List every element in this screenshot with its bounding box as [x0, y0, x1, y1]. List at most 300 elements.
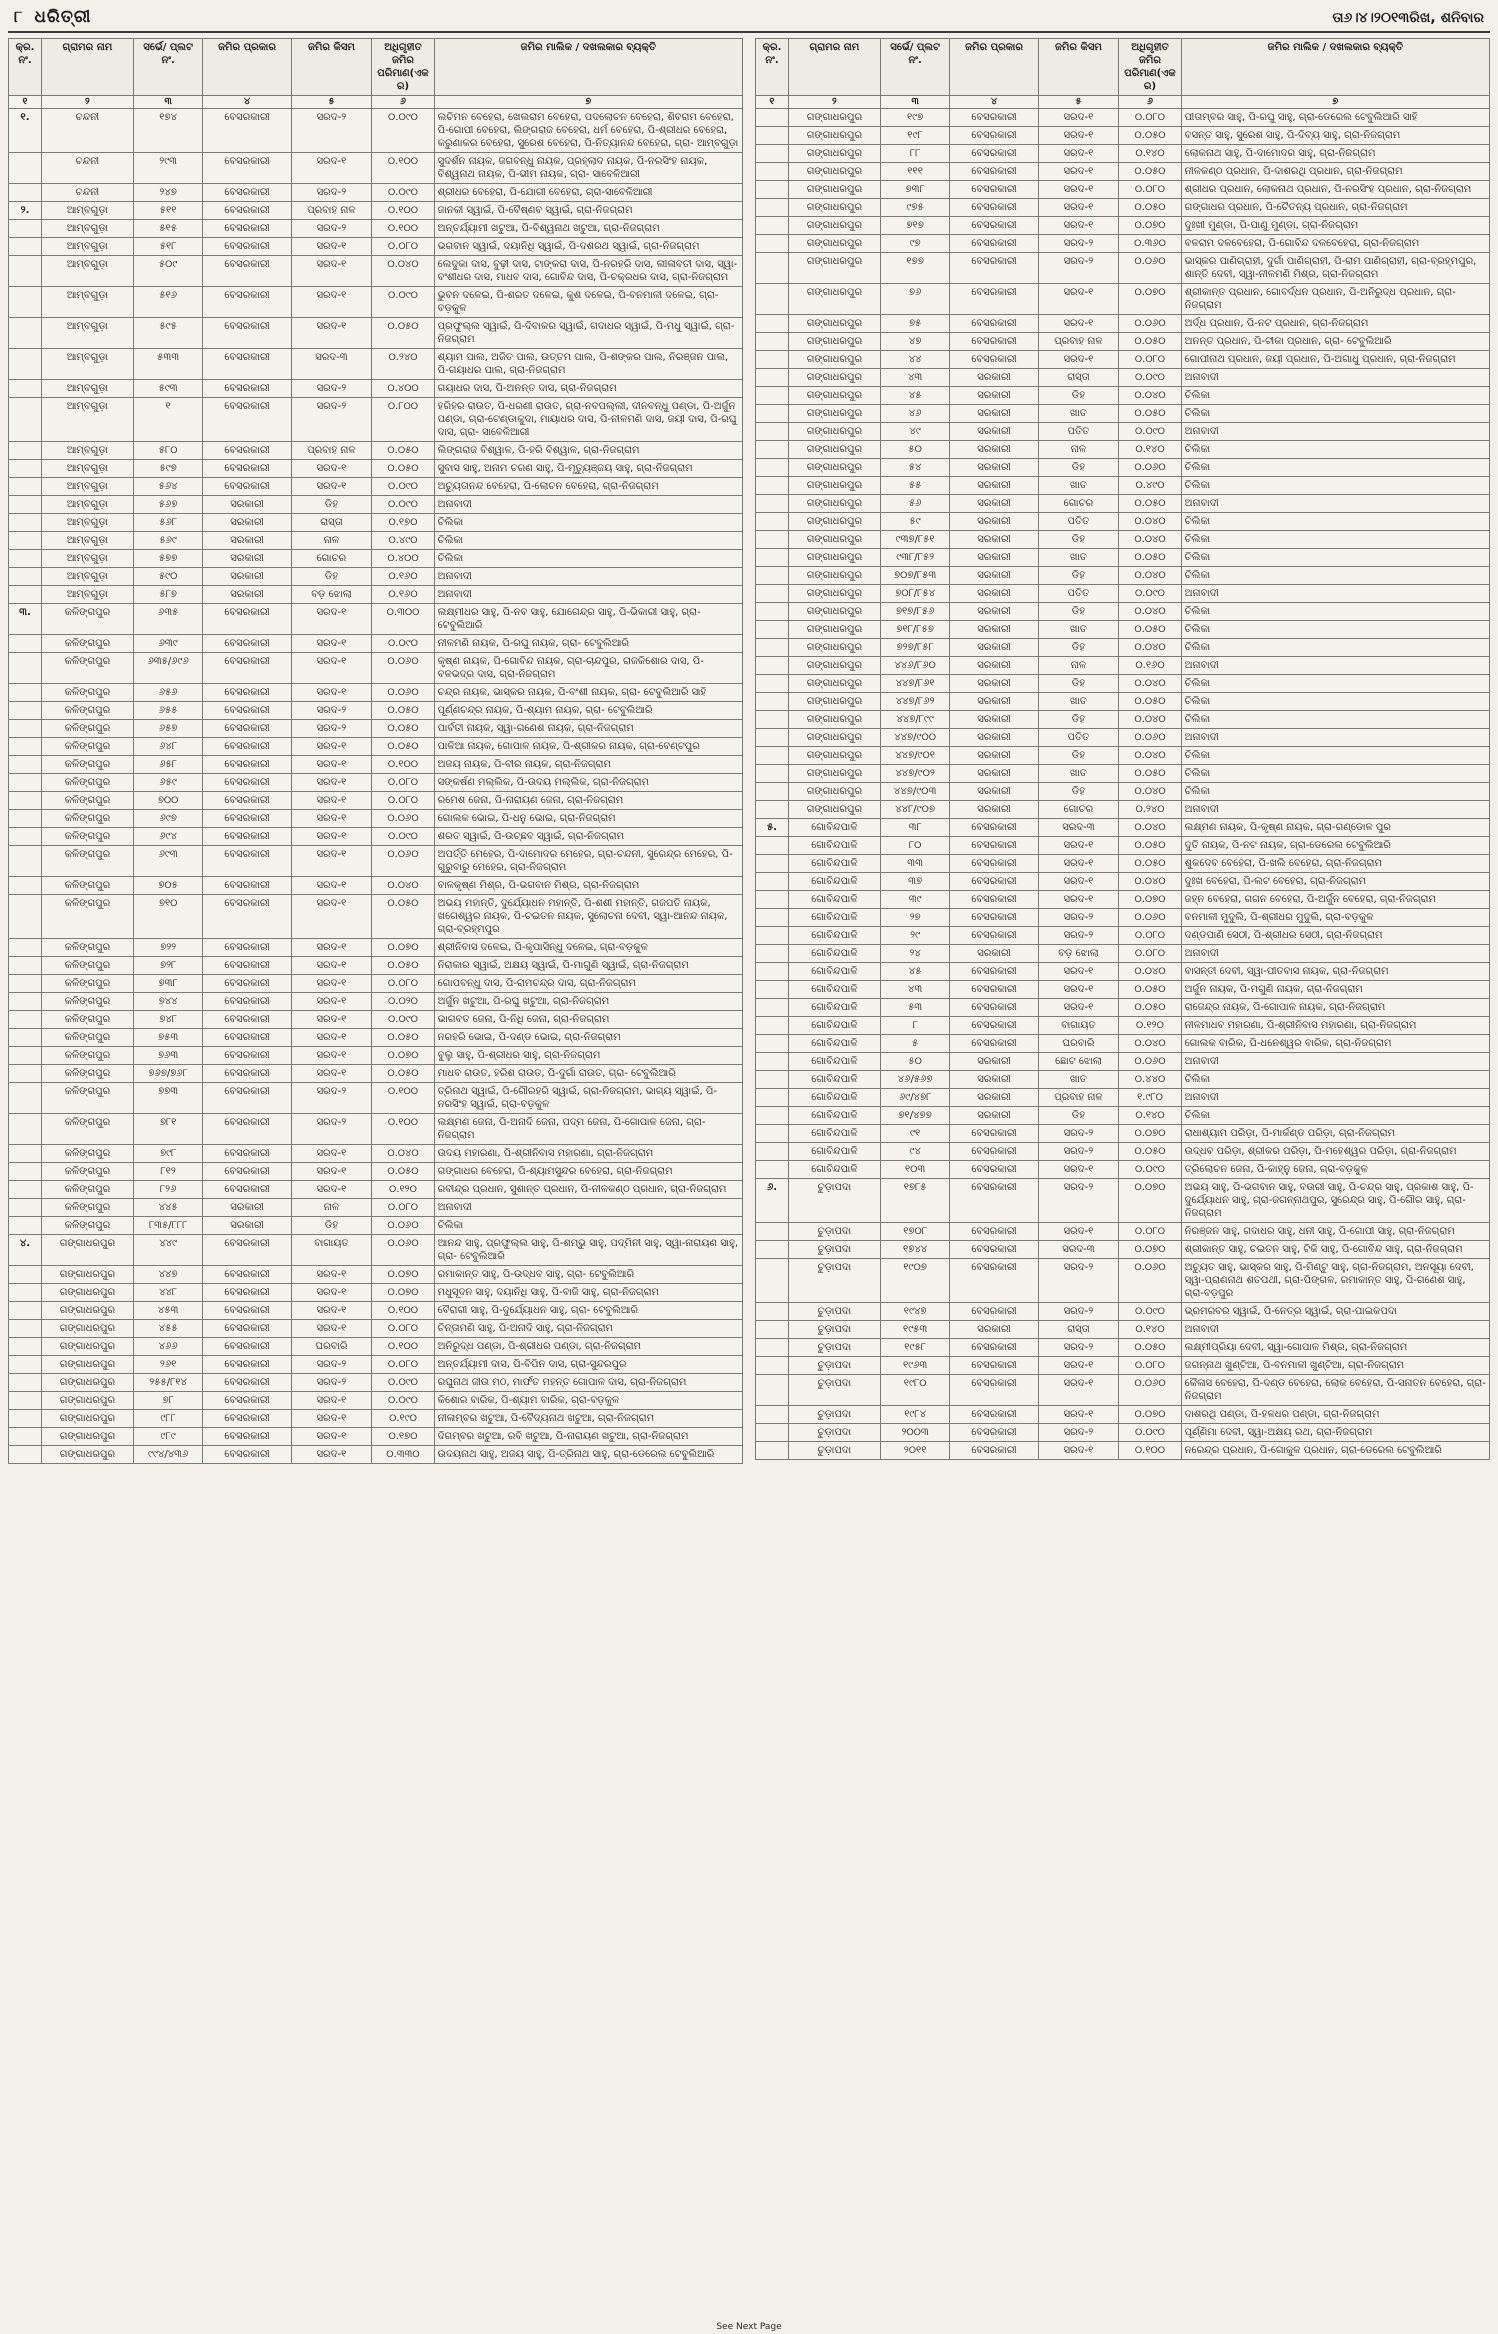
- land-area-cell: ୦.୦୫୦: [372, 318, 434, 349]
- land-class-cell: ବଡ଼ ଝୋଲା: [291, 586, 372, 604]
- land-class-cell: ସରଦ-୨: [291, 1114, 372, 1145]
- sl-no-cell: [756, 549, 789, 567]
- sl-no-cell: [9, 1374, 42, 1392]
- land-class-cell: ପ୍ରବାହ ନାଳ: [1038, 333, 1119, 351]
- table-row: [9, 532, 743, 550]
- column-number: ୨: [789, 96, 881, 109]
- land-owner-cell: ଭାଗବତ ଜେନା, ପି-ନିଧି ଜେନା, ଗ୍ରା-ନିଜଗ୍ରାମ: [434, 1011, 742, 1029]
- survey-plot-no-cell: ୭୧୦: [133, 895, 203, 939]
- sl-no-cell: [756, 567, 789, 585]
- table-row: [9, 318, 743, 349]
- sl-no-cell: [756, 1017, 789, 1035]
- land-area-cell: ୦.୦୫୦: [372, 738, 434, 756]
- village-name-cell: ଗଙ୍ଗାଧରପୁର: [789, 585, 881, 603]
- sl-no-cell: [9, 828, 42, 846]
- table-row: [9, 109, 743, 153]
- column-number-row: [756, 96, 1490, 109]
- table-row: [756, 1339, 1490, 1357]
- land-type-cell: ବେସରକାରୀ: [203, 1114, 291, 1145]
- land-owner-cell: ଲିଙ୍ଗରାଜ ବିଶ୍ୱାଳ, ପି-ହରି ବିଶ୍ୱାଳ, ଗ୍ରା-ନିଜଗ୍ରାମ: [434, 442, 742, 460]
- survey-plot-no-cell: ୭୯୮: [133, 1145, 203, 1163]
- table-row: [756, 981, 1490, 999]
- survey-plot-no-cell: ୫୭୭: [133, 550, 203, 568]
- land-type-cell: ସରକାରୀ: [203, 532, 291, 550]
- survey-plot-no-cell: ୧୭୪: [133, 109, 203, 153]
- village-name-cell: ଆମ୍ବଗୁଡ଼ା: [42, 349, 134, 380]
- land-type-cell: ବେସରକାରୀ: [950, 163, 1038, 181]
- land-owner-cell: ବୈରାଗୀ ସାହୁ, ପି-ଦୁର୍ଯ୍ୟୋଧନ ସାହୁ, ଗ୍ରା- ଟେବୁଲିଆରି: [434, 1302, 742, 1320]
- land-class-cell: ସରଦ-୧: [1038, 199, 1119, 217]
- survey-plot-no-cell: ୫୯: [880, 513, 950, 531]
- land-area-cell: ୦.୪୯୦: [372, 532, 434, 550]
- land-area-cell: ୦.୦୫୦: [1119, 405, 1181, 423]
- survey-plot-no-cell: ୧୦୩: [880, 1161, 950, 1179]
- survey-plot-no-cell: ୪୪୭/୮୬୨: [880, 693, 950, 711]
- land-owner-cell: ଚିଲିକା: [434, 550, 742, 568]
- land-owner-cell: ଚିଲିକା: [1181, 405, 1489, 423]
- land-area-cell: ୦.୦୮୦: [372, 1199, 434, 1217]
- survey-plot-no-cell: ୨୭: [880, 909, 950, 927]
- table-row: [9, 202, 743, 220]
- land-class-cell: ସରଦ-୧: [1038, 855, 1119, 873]
- village-name-cell: ଚୁଡ଼ାପଦା: [789, 1339, 881, 1357]
- land-owner-cell: ବଳରାମ ଦଳବେହେରା, ପି-ଗୋବିନ୍ଦ ଦଳବେହେରା, ଗ୍ରା-ନିଜଗ୍ରାମ: [1181, 235, 1489, 253]
- column-number-row: [9, 96, 743, 109]
- land-owner-cell: ଚିଲିକା: [1181, 675, 1489, 693]
- land-type-cell: ବେସରକାରୀ: [203, 653, 291, 684]
- sl-no-cell: [756, 801, 789, 819]
- village-name-cell: ଗୋବିନ୍ଦପାଳି: [789, 819, 881, 837]
- land-area-cell: ୦.୧୭୦: [372, 514, 434, 532]
- village-name-cell: ଆମ୍ବଗୁଡ଼ା: [42, 586, 134, 604]
- land-class-cell: ସରଦ-୧: [1038, 891, 1119, 909]
- land-type-cell: ସରକାରୀ: [950, 711, 1038, 729]
- sl-no-cell: [9, 939, 42, 957]
- sl-no-cell: [9, 895, 42, 939]
- land-type-cell: ବେସରକାରୀ: [950, 181, 1038, 199]
- sl-no-cell: [756, 711, 789, 729]
- table-row: [9, 460, 743, 478]
- land-owner-cell: ନୀଳମାଧବ ମହାରଣା, ପି-ଶ୍ରୀନିବାସ ମହାରଣା, ଗ୍ରା-ନିଜଗ୍ରାମ: [1181, 1017, 1489, 1035]
- survey-plot-no-cell: ୪୪୭: [133, 1266, 203, 1284]
- land-class-cell: ସରଦ-୧: [291, 1163, 372, 1181]
- survey-plot-no-cell: ୪୪୯: [133, 1235, 203, 1266]
- land-class-cell: ଗୋଚର: [1038, 801, 1119, 819]
- table-row: [9, 792, 743, 810]
- land-class-cell: ସରଦ-୧: [291, 1065, 372, 1083]
- survey-plot-no-cell: ୪୩: [880, 981, 950, 999]
- land-class-cell: ସରଦ-୧: [291, 738, 372, 756]
- village-name-cell: କଳିଙ୍ଗପୁର: [42, 720, 134, 738]
- table-row: [756, 747, 1490, 765]
- sl-no-cell: [9, 220, 42, 238]
- survey-plot-no-cell: ୪୪: [880, 351, 950, 369]
- land-class-cell: ସରଦ-୧: [291, 318, 372, 349]
- sl-no-cell: [756, 163, 789, 181]
- survey-plot-no-cell: ୬୯୭: [133, 810, 203, 828]
- land-class-cell: ସରଦ-୨: [291, 1083, 372, 1114]
- table-row: [756, 819, 1490, 837]
- sl-no-cell: [9, 1029, 42, 1047]
- land-area-cell: ୦.୩୬୦: [1119, 235, 1181, 253]
- table-row: [9, 1047, 743, 1065]
- village-name-cell: ଆମ୍ବଗୁଡ଼ା: [42, 318, 134, 349]
- land-owner-cell: ଅନିରୁଦ୍ଧ ପଣ୍ଡା, ପି-ଶ୍ରୀଧର ପଣ୍ଡା, ଗ୍ରା-ନିଜଗ୍ରାମ: [434, 1338, 742, 1356]
- village-name-cell: ଆମ୍ବଗୁଡ଼ା: [42, 496, 134, 514]
- land-area-cell: ୦.୦୮୦: [1119, 927, 1181, 945]
- village-name-cell: କଳିଙ୍ଗପୁର: [42, 1047, 134, 1065]
- land-area-cell: ୦.୧୪୦: [1119, 1107, 1181, 1125]
- land-class-cell: ସରଦ-୧: [291, 877, 372, 895]
- survey-plot-no-cell: ୫୬୪: [133, 478, 203, 496]
- village-name-cell: ଗଙ୍ଗାଧରପୁର: [789, 513, 881, 531]
- land-area-cell: ୦.୪୪୦: [1119, 1071, 1181, 1089]
- land-class-cell: ଖାତ: [1038, 477, 1119, 495]
- table-row: [756, 693, 1490, 711]
- land-area-cell: ୦.୧୦୦: [372, 202, 434, 220]
- survey-plot-no-cell: ୪୫: [880, 387, 950, 405]
- sl-no-cell: [9, 1302, 42, 1320]
- land-owner-cell: ଭଗବାନ ସ୍ୱାଇଁ, ଦୟାନିଧି ସ୍ୱାଇଁ, ପି-ଦଶରଥ ସ୍ୱାଇଁ, ଗ୍ରା-ନିଜଗ୍ରାମ: [434, 238, 742, 256]
- land-owner-cell: ଚିଲିକା: [1181, 711, 1489, 729]
- village-name-cell: ଗୋବିନ୍ଦପାଳି: [789, 837, 881, 855]
- table-row: [9, 1284, 743, 1302]
- land-class-cell: ଡିହ: [1038, 459, 1119, 477]
- village-name-cell: ଗୋବିନ୍ଦପାଳି: [789, 1053, 881, 1071]
- sl-no-cell: ୫.: [756, 819, 789, 837]
- village-name-cell: ଆମ୍ବଗୁଡ଼ା: [42, 514, 134, 532]
- table-row: [9, 1338, 743, 1356]
- land-owner-cell: ଚିଲିକା: [434, 514, 742, 532]
- survey-plot-no-cell: ୧୯୦୭: [880, 1259, 950, 1303]
- land-owner-cell: ଅନନ୍ତ ପ୍ରଧାନ, ପି-ଟୀକା ପ୍ରଧାନ, ଗ୍ରା- ଟେବୁଲିଆରି: [1181, 333, 1489, 351]
- village-name-cell: ଗୋବିନ୍ଦପାଳି: [789, 1017, 881, 1035]
- land-owner-cell: ଚିଲିକା: [1181, 513, 1489, 531]
- land-type-cell: ବେସରକାରୀ: [950, 1241, 1038, 1259]
- survey-plot-no-cell: ୭୨୨: [133, 939, 203, 957]
- sl-no-cell: [9, 550, 42, 568]
- village-name-cell: ଚୁଡ଼ାପଦା: [789, 1303, 881, 1321]
- land-owner-cell: ଦୁଃଖୀ ମୁଣ୍ଡା, ପି-ପାଣୁ ମୁଣ୍ଡା, ଗ୍ରା-ନିଜଗ୍ରାମ: [1181, 217, 1489, 235]
- village-name-cell: ଆମ୍ବଗୁଡ଼ା: [42, 220, 134, 238]
- survey-plot-no-cell: ୭୬: [880, 284, 950, 315]
- table-row: [9, 349, 743, 380]
- land-owner-cell: ଚିନ୍ତାମଣି ସାହୁ, ପି-ଅନାଦି ସାହୁ, ଗ୍ରା-ନିଜଗ୍ରାମ: [434, 1320, 742, 1338]
- land-area-cell: ୦.୧୦୦: [372, 756, 434, 774]
- land-class-cell: ଘରବାରି: [1038, 1035, 1119, 1053]
- survey-plot-no-cell: ୮୧୨: [133, 1163, 203, 1181]
- village-name-cell: ଗଙ୍ଗାଧରପୁର: [789, 747, 881, 765]
- sl-no-cell: [9, 238, 42, 256]
- land-type-cell: ସରକାରୀ: [950, 513, 1038, 531]
- land-owner-cell: ଚନ୍ଦ୍ର ନାୟକ, ଭାସ୍କର ନାୟକ, ପି-ବଂଶୀ ନାୟକ, ଗ୍ରା- ଟେବୁଲିଆରି ସାହି: [434, 684, 742, 702]
- land-owner-cell: ଅନାବାଦୀ: [1181, 1089, 1489, 1107]
- land-area-cell: ୦.୦୨୦: [372, 993, 434, 1011]
- land-type-cell: ବେସରକାରୀ: [203, 1320, 291, 1338]
- land-class-cell: ସରଦ-୩: [1038, 1241, 1119, 1259]
- land-area-cell: ୦.୦୬୦: [1119, 1259, 1181, 1303]
- village-name-cell: ଗୋବିନ୍ଦପାଳି: [789, 909, 881, 927]
- land-area-cell: ୦.୧୨୦: [1119, 1017, 1181, 1035]
- village-name-cell: ଗଙ୍ଗାଧରପୁର: [42, 1356, 134, 1374]
- land-owner-cell: ଚିଲିକା: [434, 532, 742, 550]
- table-row: [756, 253, 1490, 284]
- page-number: ୮: [14, 7, 23, 26]
- table-row: [756, 1424, 1490, 1442]
- village-name-cell: କଳିଙ୍ଗପୁର: [42, 1011, 134, 1029]
- land-owner-cell: ଚିଲିକା: [1181, 531, 1489, 549]
- land-area-cell: ୦.୦୯୦: [372, 287, 434, 318]
- land-class-cell: ସରଦ-୧: [1038, 315, 1119, 333]
- table-row: [756, 284, 1490, 315]
- land-type-cell: ବେସରକାରୀ: [203, 993, 291, 1011]
- land-class-cell: ଡିହ: [1038, 747, 1119, 765]
- land-type-cell: ବେସରକାରୀ: [950, 284, 1038, 315]
- land-area-cell: ୦.୦୪୦: [1119, 873, 1181, 891]
- sl-no-cell: [756, 891, 789, 909]
- land-type-cell: ବେସରକାରୀ: [203, 1392, 291, 1410]
- table-row: [756, 549, 1490, 567]
- sl-no-cell: [9, 1011, 42, 1029]
- sl-no-cell: [756, 181, 789, 199]
- village-name-cell: କଳିଙ୍ଗପୁର: [42, 1114, 134, 1145]
- land-class-cell: ସରଦ-୧: [291, 756, 372, 774]
- village-name-cell: ଆମ୍ବଗୁଡ଼ା: [42, 238, 134, 256]
- land-type-cell: ବେସରକାରୀ: [203, 810, 291, 828]
- survey-plot-no-cell: ୬୯୪: [133, 828, 203, 846]
- sl-no-cell: [756, 927, 789, 945]
- land-owner-cell: ଶ୍ରୀଧର ବେହେରା, ପି-ଯୋଗୀ ବେହେରା, ଗ୍ରା-ସାବେଳିଆରୀ: [434, 184, 742, 202]
- village-name-cell: ଗଙ୍ଗାଧରପୁର: [789, 801, 881, 819]
- survey-plot-no-cell: ୨୪୭: [133, 184, 203, 202]
- land-type-cell: ବେସରକାରୀ: [203, 153, 291, 184]
- land-owner-cell: ପାଳିଆ ନାୟକ, ଗୋପାଳ ନାୟକ, ପି-ଶ୍ରୀକର ନାୟକ, ଗ୍ରା-ବେଣ୍ଟପୁର: [434, 738, 742, 756]
- land-area-cell: ୦.୪୦୦: [372, 550, 434, 568]
- land-class-cell: ଖାତ: [1038, 549, 1119, 567]
- land-class-cell: ଡିହ: [291, 568, 372, 586]
- land-area-cell: ୦.୧୬୦: [372, 568, 434, 586]
- village-name-cell: ଗୋବିନ୍ଦପାଳି: [789, 891, 881, 909]
- land-class-cell: ସରଦ-୧: [1038, 163, 1119, 181]
- table-row: [756, 909, 1490, 927]
- survey-plot-no-cell: ୫୧୮: [133, 238, 203, 256]
- table-row: [756, 657, 1490, 675]
- land-area-cell: ୦.୧୦୦: [372, 1302, 434, 1320]
- land-owner-cell: ରମାକାନ୍ତ ସାହୁ, ପି-ଉଦ୍ଧବ ସାହୁ, ଗ୍ରା- ଟେବୁଲିଆରି: [434, 1266, 742, 1284]
- survey-plot-no-cell: ୪୪୭/୯୦୦: [880, 729, 950, 747]
- table-row: [9, 720, 743, 738]
- table-row: [756, 567, 1490, 585]
- land-area-cell: ୦.୦୬୦: [372, 810, 434, 828]
- table-row: [9, 238, 743, 256]
- table-row: [756, 927, 1490, 945]
- table-row: [756, 351, 1490, 369]
- sl-no-cell: [756, 621, 789, 639]
- sl-no-cell: [9, 1065, 42, 1083]
- table-row: [9, 380, 743, 398]
- land-area-cell: ୦.୦୫୦: [1119, 837, 1181, 855]
- land-type-cell: ସରକାରୀ: [950, 1107, 1038, 1125]
- sl-no-cell: [9, 1410, 42, 1428]
- land-area-cell: ୦.୧୦୦: [372, 1114, 434, 1145]
- land-owner-cell: ଅନାବାଦୀ: [1181, 1321, 1489, 1339]
- land-class-cell: ସରଦ-୧: [291, 1410, 372, 1428]
- sl-no-cell: [9, 1199, 42, 1217]
- land-owner-cell: ଅନ୍ତର୍ଯ୍ୟାମୀ ଦାସ, ପି-ବିପିନ ଦାସ, ଗ୍ରା-ସୁନ୍ଦରପୁର: [434, 1356, 742, 1374]
- land-area-cell: ୦.୦୭୦: [1119, 1241, 1181, 1259]
- land-owner-cell: ପୂର୍ଣ୍ଣଚନ୍ଦ୍ର ନାୟକ, ପି-ଶ୍ୟାମ ନାୟକ, ଗ୍ରା- ଟେବୁଲିଆରି: [434, 702, 742, 720]
- survey-plot-no-cell: ୫୩୩: [133, 349, 203, 380]
- table-row: [756, 369, 1490, 387]
- land-type-cell: ବେସରକାରୀ: [203, 604, 291, 635]
- village-name-cell: ଗଙ୍ଗାଧରପୁର: [789, 423, 881, 441]
- sl-no-cell: [756, 1089, 789, 1107]
- land-owner-cell: ଉଦୟନାଥ ସାହୁ, ଅଜୟ ସାହୁ, ପି-ତ୍ରିନାଥ ସାହୁ, ଗ୍ରା-ଡେରେଲ ଟେବୁଲିଆରି: [434, 1446, 742, 1464]
- land-class-cell: ସରଦ-୩: [1038, 819, 1119, 837]
- land-type-cell: ବେସରକାରୀ: [203, 939, 291, 957]
- land-class-cell: ଡିହ: [1038, 603, 1119, 621]
- survey-plot-no-cell: ୫୯୩: [133, 380, 203, 398]
- sl-no-cell: [756, 1071, 789, 1089]
- sl-no-cell: [9, 318, 42, 349]
- survey-plot-no-cell: ୧୯୫୮: [880, 1339, 950, 1357]
- village-name-cell: କଳିଙ୍ଗପୁର: [42, 1145, 134, 1163]
- village-name-cell: ଗଙ୍ଗାଧରପୁର: [42, 1320, 134, 1338]
- sl-no-cell: [756, 1339, 789, 1357]
- sl-no-cell: [9, 774, 42, 792]
- land-owner-cell: ବାସନ୍ତୀ ଦେବୀ, ସ୍ୱା-ପୀତବାସ ନାୟକ, ଗ୍ରା-ନିଜଗ୍ରାମ: [1181, 963, 1489, 981]
- land-type-cell: ସରକାରୀ: [203, 1217, 291, 1235]
- land-class-cell: ସରଦ-୧: [291, 975, 372, 993]
- land-owner-cell: ନିରାକାର ସ୍ୱାଇଁ, ଅକ୍ଷୟ ସ୍ୱାଇଁ, ପି-ମାଗୁଣି ସ୍ୱାଇଁ, ଗ୍ରା-ନିଜଗ୍ରାମ: [434, 957, 742, 975]
- land-type-cell: ସରକାରୀ: [950, 747, 1038, 765]
- land-area-cell: ୦.୦୯୦: [1119, 1303, 1181, 1321]
- village-name-cell: ଗଙ୍ଗାଧରପୁର: [789, 199, 881, 217]
- land-area-cell: ୦.୦୮୦: [372, 774, 434, 792]
- sl-no-cell: [9, 720, 42, 738]
- survey-plot-no-cell: ୪୪୫: [133, 1199, 203, 1217]
- table-row: [756, 217, 1490, 235]
- village-name-cell: କଳିଙ୍ଗପୁର: [42, 684, 134, 702]
- land-owner-cell: ଅପର୍ତ୍ତି ମେହେର, ପି-ଦାମୋଦର ମେହେର, ଗ୍ରା-ଚନ୍ଦନୀ, ସୁରେନ୍ଦ୍ର ମେହେର, ପି-ଗୁରୁବାରୁ ମେହେର, ଗ୍ରା-ନିଜଗ୍ରାମ: [434, 846, 742, 877]
- table-row: [756, 109, 1490, 127]
- survey-plot-no-cell: ୫୮୭: [133, 586, 203, 604]
- land-type-cell: ବେସରକାରୀ: [203, 846, 291, 877]
- land-area-cell: ୦.୦୯୦: [372, 184, 434, 202]
- sl-no-cell: [9, 738, 42, 756]
- village-name-cell: ଆମ୍ବଗୁଡ଼ା: [42, 568, 134, 586]
- village-name-cell: ଆମ୍ବଗୁଡ଼ା: [42, 287, 134, 318]
- survey-plot-no-cell: ୪୪୭/୯୦୧: [880, 747, 950, 765]
- land-owner-cell: ଜାନକୀ ସ୍ୱାଇଁ, ପି-ବୈଷ୍ଣବ ସ୍ୱାଇଁ, ଗ୍ରା-ନିଜଗ୍ରାମ: [434, 202, 742, 220]
- survey-plot-no-cell: ୨୫୫/୮୧୪: [133, 1374, 203, 1392]
- sl-no-cell: [756, 729, 789, 747]
- table-row: [9, 1065, 743, 1083]
- village-name-cell: କଳିଙ୍ଗପୁର: [42, 792, 134, 810]
- land-owner-cell: ଅନାବାଦୀ: [1181, 1053, 1489, 1071]
- sl-no-cell: [756, 963, 789, 981]
- land-owner-cell: ଅନାବାଦୀ: [434, 586, 742, 604]
- land-area-cell: ୦.୦୯୦: [1119, 423, 1181, 441]
- land-type-cell: ସରକାରୀ: [950, 405, 1038, 423]
- land-area-cell: ୦.୦୪୦: [372, 877, 434, 895]
- land-type-cell: ବେସରକାରୀ: [203, 684, 291, 702]
- land-class-cell: ଗୋଚର: [1038, 495, 1119, 513]
- sl-no-cell: [756, 999, 789, 1017]
- land-class-cell: ଡିହ: [1038, 783, 1119, 801]
- land-class-cell: ସରଦ-୧: [291, 939, 372, 957]
- land-area-cell: ୦.୦୬୦: [372, 1217, 434, 1235]
- land-class-cell: ସରଦ-୨: [291, 1356, 372, 1374]
- land-area-cell: ୦.୧୦୦: [372, 1338, 434, 1356]
- land-type-cell: ବେସରକାରୀ: [203, 442, 291, 460]
- sl-no-cell: [9, 993, 42, 1011]
- village-name-cell: ଆମ୍ବଗୁଡ଼ା: [42, 398, 134, 442]
- sl-no-cell: [756, 217, 789, 235]
- table-row: [756, 1442, 1490, 1460]
- land-type-cell: ସରକାରୀ: [950, 639, 1038, 657]
- sl-no-cell: [756, 1321, 789, 1339]
- table-row: [756, 333, 1490, 351]
- land-area-cell: ୦.୦୭୦: [1119, 1125, 1181, 1143]
- table-row: [756, 675, 1490, 693]
- land-class-cell: ଡିହ: [1038, 567, 1119, 585]
- village-name-cell: ଗୋବିନ୍ଦପାଳି: [789, 1035, 881, 1053]
- land-class-cell: ସରଦ-୧: [291, 993, 372, 1011]
- land-owner-cell: ରବୀନ୍ଦ୍ର ପ୍ରଧାନ, ସୁଶାନ୍ତ ପ୍ରଧାନ, ପି-ନୀଳକଣ୍ଠ ପ୍ରଧାନ, ଗ୍ରା-ନିଜଗ୍ରାମ: [434, 1181, 742, 1199]
- land-area-cell: ୦.୦୭୦: [372, 1266, 434, 1284]
- land-area-cell: ୦.୩୩୦: [372, 1446, 434, 1464]
- land-area-cell: ୦.୦୬୦: [372, 653, 434, 684]
- village-name-cell: ଗୋବିନ୍ଦପାଳି: [789, 855, 881, 873]
- village-name-cell: ଆମ୍ବଗୁଡ଼ା: [42, 442, 134, 460]
- sl-no-cell: [756, 405, 789, 423]
- land-owner-cell: ତ୍ରିନାଥ ସ୍ୱାଇଁ, ପି-ଗୌରହରି ସ୍ୱାଇଁ, ଗ୍ରା-ନିଜଗ୍ରାମ, ଭାଗ୍ୟ ସ୍ୱାଇଁ, ପି-ନରସିଂହ ସ୍ୱାଇଁ, ଗ୍ରା-ବଡ଼କୁଳ: [434, 1083, 742, 1114]
- land-area-cell: ୦.୦୬୦: [372, 1235, 434, 1266]
- land-type-cell: ବେସରକାରୀ: [203, 720, 291, 738]
- land-type-cell: ବେସରକାରୀ: [950, 873, 1038, 891]
- table-header-row: [9, 39, 743, 96]
- land-area-cell: ୦.୦୫୦: [1119, 693, 1181, 711]
- land-owner-cell: ଗୟାଧର ଦାସ, ପି-ଅନନ୍ତ ଦାସ, ଗ୍ରା-ନିଜଗ୍ରାମ: [434, 380, 742, 398]
- land-owner-cell: ଗୋପୀନାଥ ପ୍ରଧାନ, ଜୟୀ ପ୍ରଧାନ, ପି-ଅଗାଧୁ ପ୍ରଧାନ, ଗ୍ରା-ନିଜଗ୍ରାମ: [1181, 351, 1489, 369]
- survey-plot-no-cell: ୮୮: [880, 145, 950, 163]
- survey-plot-no-cell: ୬୫୬: [133, 684, 203, 702]
- table-row: [9, 939, 743, 957]
- village-name-cell: ଗଙ୍ଗାଧରପୁର: [789, 235, 881, 253]
- land-owner-cell: ଅଚ୍ୟୁତାନନ୍ଦ ବେହେରା, ପି-ଲୋଚନ ବେହେରା, ଗ୍ରା-ନିଜଗ୍ରାମ: [434, 478, 742, 496]
- land-class-cell: ସରଦ-୧: [1038, 181, 1119, 199]
- sl-no-cell: [756, 1107, 789, 1125]
- land-class-cell: ସରଦ-୨: [1038, 909, 1119, 927]
- sl-no-cell: [9, 1428, 42, 1446]
- column-header: କ୍ର. ନଂ.: [9, 39, 42, 96]
- column-number: ୧: [756, 96, 789, 109]
- land-owner-cell: ଚିଲିକା: [1181, 459, 1489, 477]
- village-name-cell: ଗୋବିନ୍ଦପାଳି: [789, 873, 881, 891]
- village-name-cell: ଗଙ୍ଗାଧରପୁର: [789, 109, 881, 127]
- land-owner-cell: ଅନାବାଦୀ: [1181, 495, 1489, 513]
- sl-no-cell: [9, 380, 42, 398]
- table-row: [9, 846, 743, 877]
- land-owner-cell: ମଧୁସୂଦନ ସାହୁ, ଦୟାନିଧି ସାହୁ, ପି-ବାଜି ସାହୁ, ଗ୍ରା-ନିଜଗ୍ରାମ: [434, 1284, 742, 1302]
- land-class-cell: ସରଦ-୧: [1038, 284, 1119, 315]
- land-class-cell: ସରଦ-୨: [291, 109, 372, 153]
- sl-no-cell: [756, 127, 789, 145]
- sl-no-cell: ୪.: [9, 1235, 42, 1266]
- land-type-cell: ବେସରକାରୀ: [203, 774, 291, 792]
- land-area-cell: ୦.୧୨୦: [372, 1181, 434, 1199]
